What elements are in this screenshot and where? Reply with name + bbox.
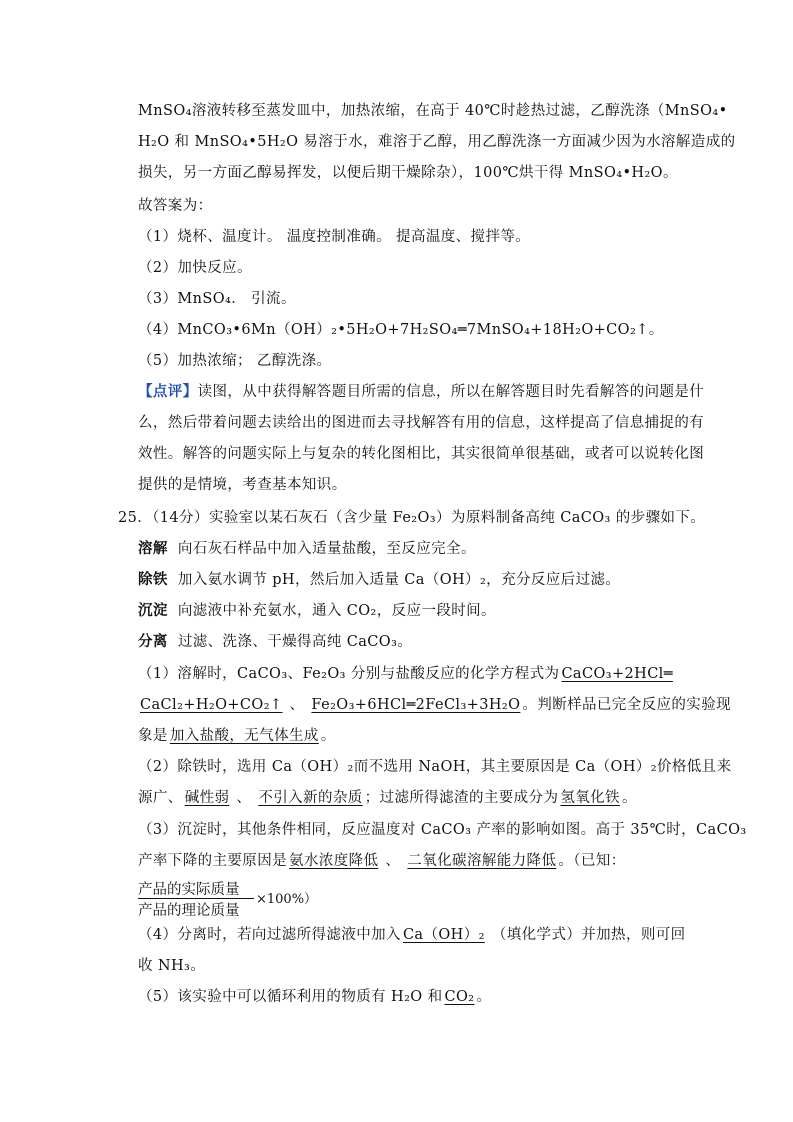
part-1-prompt: （1）溶解时，CaCO₃、Fe₂O₃ 分别与盐酸反应的化学方程式为 xyxy=(138,666,560,682)
yield-formula xyxy=(138,878,338,918)
step-row xyxy=(138,539,476,559)
text-line: H₂O 和 MnSO₄•5H₂O 易溶于水，难溶于乙醇，用乙醇洗涤一方面减少因为水溶解造成的 xyxy=(138,134,736,150)
answer-blank: 不引入新的杂质 xyxy=(258,790,363,806)
part-2-prompt: 源广、 xyxy=(138,790,183,806)
part-4-line xyxy=(138,925,686,945)
part-3-line xyxy=(138,851,626,871)
step-row xyxy=(138,601,496,621)
part-2-line xyxy=(138,788,637,808)
answer-blank: CO₂ xyxy=(444,989,475,1005)
answer-blank: CaCO₃+2HCl═ xyxy=(561,666,673,682)
part-4-prompt: （填化学式）并加热，则可回 xyxy=(491,927,686,943)
part-3-prompt: 产率下降的主要原因是 xyxy=(138,853,287,869)
punct: 。 xyxy=(320,728,336,744)
step-row xyxy=(138,570,620,590)
answer-line: （5）加热浓缩； 乙醇洗涤。 xyxy=(138,353,332,369)
part-1-line xyxy=(138,726,336,746)
part-4-line: 收 NH₃。 xyxy=(138,958,206,974)
punct: 。 xyxy=(476,989,492,1005)
answer-line: （2）加快反应。 xyxy=(138,260,252,276)
part-1-line xyxy=(138,664,675,684)
text-line: 损失，另一方面乙醇易挥发，以便后期干燥除杂），100℃烘干得 MnSO₄•H₂O。 xyxy=(138,165,678,181)
fraction-multiplier: ×100%） xyxy=(256,892,318,907)
part-1-prompt: 。判断样品已完全反应的实验现 xyxy=(522,697,732,713)
part-1-line xyxy=(138,695,731,715)
answer-blank: 氨水浓度降低 xyxy=(289,853,379,869)
separator: 、 xyxy=(289,697,305,713)
step-row xyxy=(138,632,412,652)
answer-blank: CaCl₂+H₂O+CO₂↑ xyxy=(140,697,283,713)
step-label: 除铁 xyxy=(138,571,168,588)
comment-text: 读图，从中获得解答题目所需的信息，所以在解答题目时先看解答的问题是什 xyxy=(197,384,705,400)
step-label: 分离 xyxy=(138,633,168,650)
part-3-prompt: 。（已知： xyxy=(558,853,626,869)
separator: 、 xyxy=(236,790,252,806)
answer-line: （4）MnCO₃•6Mn（OH）₂•5H₂O+7H₂SO₄═7MnSO₄+18H₂O+CO₂↑。 xyxy=(138,322,664,338)
step-text: 过滤、洗涤、干燥得高纯 CaCO₃。 xyxy=(177,634,413,650)
part-5-line xyxy=(138,987,491,1007)
answer-blank: 氢氧化铁 xyxy=(560,790,620,806)
step-text: 加入氨水调节 pH，然后加入适量 Ca（OH）₂，充分反应后过滤。 xyxy=(177,572,621,588)
answer-blank: 二氧化碳溶解能力降低 xyxy=(407,853,557,869)
question-25-header: 25．（14分）实验室以某石灰石（含少量 Fe₂O₃）为原料制备高纯 CaCO₃ 的步骤如下。 xyxy=(118,510,706,526)
step-label: 沉淀 xyxy=(138,602,168,619)
part-5-prompt: （5）该实验中可以循环利用的物质有 H₂O 和 xyxy=(138,989,443,1005)
step-label: 溶解 xyxy=(138,540,168,557)
part-4-prompt: （4）分离时，若向过滤所得滤液中加入 xyxy=(138,927,401,943)
comment-tag: 【点评】 xyxy=(138,383,198,400)
answer-line: （1）烧杯、温度计。 温度控制准确。 提高温度、搅拌等。 xyxy=(138,229,531,245)
part-2-line: （2）除铁时，选用 Ca（OH）₂而不选用 NaOH，其主要原因是 Ca（OH）₂价格低且来 xyxy=(138,759,732,775)
answer-blank: Fe₂O₃+6HCl═2FeCl₃+3H₂O xyxy=(311,697,521,713)
part-3-line: （3）沉淀时，其他条件相同，反应温度对 CaCO₃ 产率的影响如图。高于 35℃时，CaCO₃ xyxy=(138,822,747,838)
comment-line xyxy=(138,382,704,402)
part-2-prompt: ；过滤所得滤渣的主要成分为 xyxy=(364,790,559,806)
text-line: MnSO₄溶液转移至蒸发皿中，加热浓缩，在高于 40℃时趁热过滤，乙醇洗涤（MnSO₄• xyxy=(138,103,728,119)
answer-heading: 故答案为： xyxy=(138,198,213,214)
answer-blank: 碱性弱 xyxy=(184,790,230,806)
answer-blank: Ca（OH）₂ xyxy=(402,927,485,943)
comment-line: 么，然后带着问题去读给出的图进而去寻找解答有用的信息，这样提高了信息捕捉的有 xyxy=(138,415,705,431)
fraction-denominator: 产品的理论质量 xyxy=(138,903,240,919)
step-text: 向石灰石样品中加入适量盐酸，至反应完全。 xyxy=(177,541,476,557)
answer-blank: 加入盐酸，无气体生成 xyxy=(169,728,319,744)
step-text: 向滤液中补充氨水，通入 CO₂，反应一段时间。 xyxy=(177,603,496,619)
punct: 。 xyxy=(621,790,637,806)
separator: 、 xyxy=(385,853,401,869)
comment-line: 提供的是情境，考查基本知识。 xyxy=(138,477,347,493)
fraction-numerator: 产品的实际质量 xyxy=(138,882,240,898)
answer-line: （3）MnSO₄． 引流。 xyxy=(138,291,296,307)
comment-line: 效性。解答的问题实际上与复杂的转化图相比，其实很简单很基础，或者可以说转化图 xyxy=(138,446,705,462)
part-1-prompt: 象是 xyxy=(138,728,168,744)
